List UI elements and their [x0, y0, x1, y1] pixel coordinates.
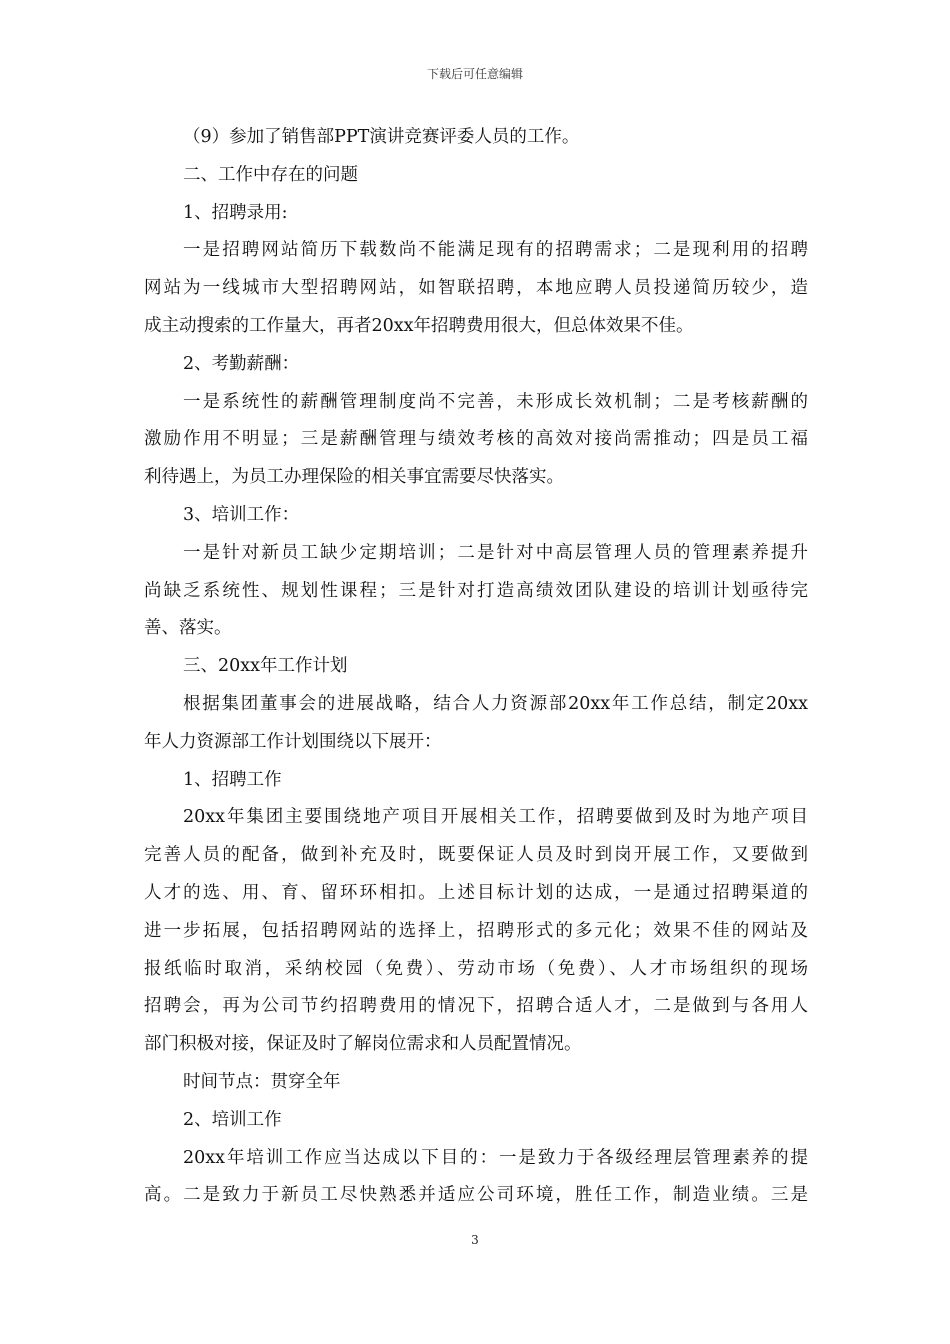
paragraph-line: 成主动搜索的工作量大，再者20xx年招聘费用很大，但总体效果不佳。 — [144, 315, 694, 336]
page-number: 3 — [471, 1233, 479, 1247]
subsection-heading: 2、考勤薪酬： — [183, 353, 300, 374]
paragraph-line: 善、落实。 — [144, 618, 232, 639]
paragraph-line: 网站为一线城市大型招聘网站，如智联招聘，本地应聘人员投递简历较少，造 — [144, 278, 808, 299]
document-body — [144, 119, 808, 1215]
subsection-heading: 3、培训工作： — [183, 504, 300, 525]
subsection-heading: 1、招聘录用: — [183, 202, 288, 223]
paragraph-line: 一是针对新员工缺少定期培训；二是针对中高层管理人员的管理素养提升 — [183, 542, 808, 563]
section-heading: 三、20xx年工作计划 — [183, 656, 348, 677]
paragraph-line: 进一步拓展，包括招聘网站的选择上，招聘形式的多元化；效果不佳的网站及 — [144, 920, 808, 941]
section-heading: 二、工作中存在的问题 — [183, 164, 358, 185]
paragraph-line: 一是系统性的薪酬管理制度尚不完善，未形成长效机制；二是考核薪酬的 — [183, 391, 808, 412]
subsection-heading: 1、招聘工作 — [183, 769, 282, 790]
paragraph-line: 利待遇上，为员工办理保险的相关事宜需要尽快落实。 — [144, 467, 564, 488]
paragraph-line: 年人力资源部工作计划围绕以下展开： — [144, 731, 442, 752]
paragraph-line: 根据集团董事会的进展战略，结合人力资源部20xx年工作总结，制定20xx — [183, 693, 808, 714]
subsection-heading: 2、培训工作 — [183, 1109, 282, 1130]
paragraph-line: 20xx年集团主要围绕地产项目开展相关工作，招聘要做到及时为地产项目 — [183, 807, 808, 828]
page-header: 下载后可任意编辑 — [426, 67, 523, 81]
paragraph-line: 尚缺乏系统性、规划性课程；三是针对打造高绩效团队建设的培训计划亟待完 — [144, 580, 808, 601]
paragraph-line: 招聘会，再为公司节约招聘费用的情况下，招聘合适人才，二是做到与各用人 — [144, 996, 808, 1017]
paragraph-line: 一是招聘网站简历下载数尚不能满足现有的招聘需求；二是现利用的招聘 — [183, 240, 808, 261]
paragraph-line: 激励作用不明显；三是薪酬管理与绩效考核的高效对接尚需推动；四是员工福 — [144, 429, 808, 450]
paragraph-line: 20xx年培训工作应当达成以下目的：一是致力于各级经理层管理素养的提 — [183, 1147, 808, 1168]
paragraph-line: 报纸临时取消，采纳校园（免费）、劳动市场（免费）、人才市场组织的现场 — [144, 958, 808, 979]
paragraph-line: 部门积极对接，保证及时了解岗位需求和人员配置情况。 — [144, 1034, 582, 1055]
paragraph-line: 时间节点：贯穿全年 — [183, 1071, 341, 1092]
paragraph-line: 高。二是致力于新员工尽快熟悉并适应公司环境，胜任工作，制造业绩。三是 — [144, 1185, 808, 1206]
paragraph-line: 完善人员的配备，做到补充及时，既要保证人员及时到岗开展工作，又要做到 — [144, 845, 808, 866]
paragraph-line: （9）参加了销售部PPT演讲竞赛评委人员的工作。 — [183, 127, 580, 147]
paragraph-line: 人才的选、用、育、留环环相扣。上述目标计划的达成，一是通过招聘渠道的 — [144, 882, 808, 903]
